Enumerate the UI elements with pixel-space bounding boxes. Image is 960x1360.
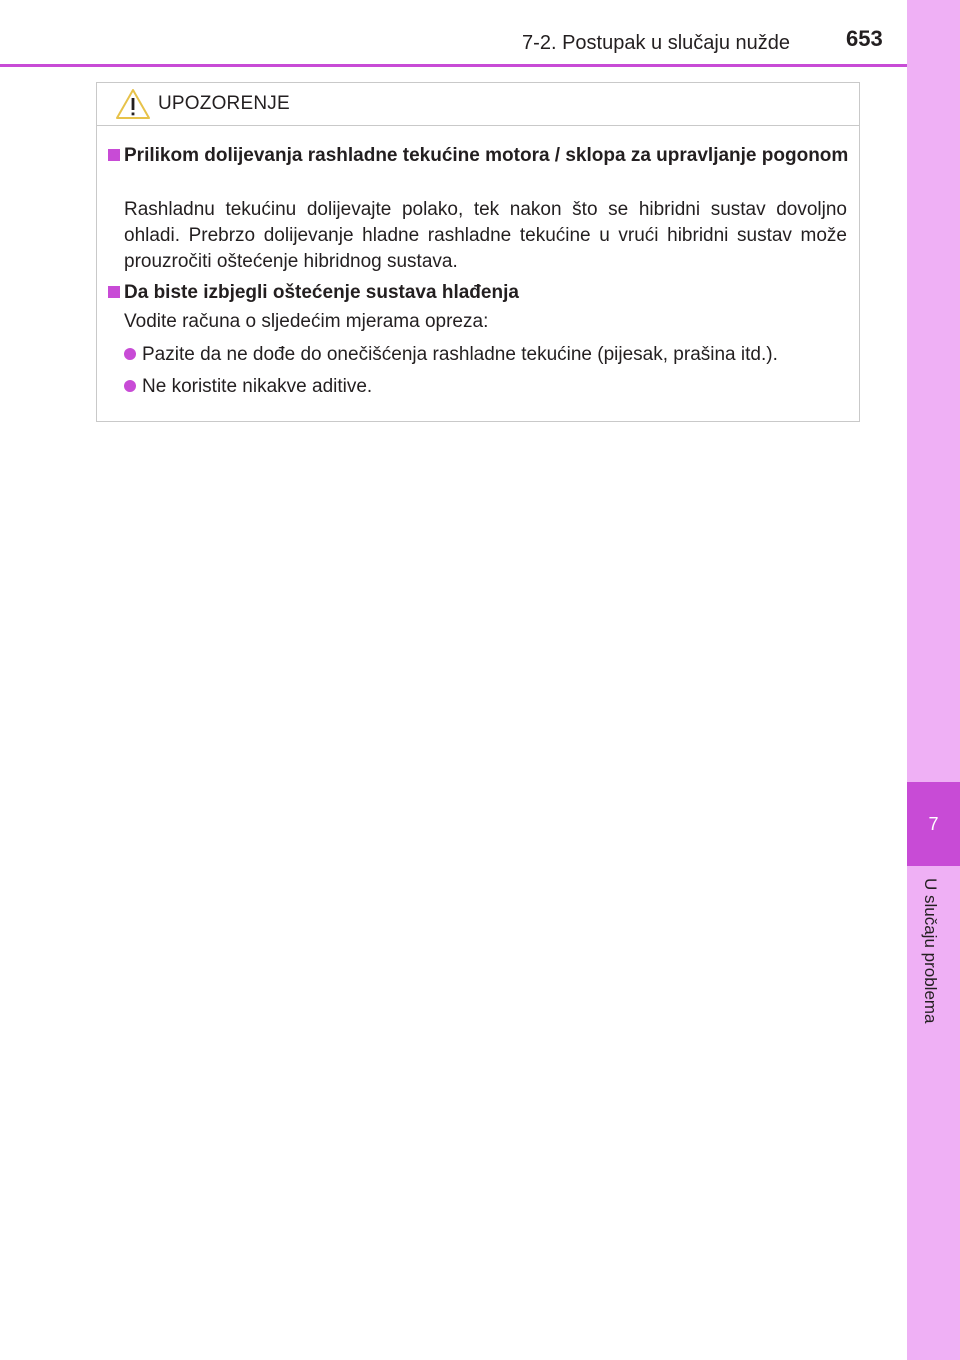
section-title: 7-2. Postupak u slučaju nužde [522, 32, 790, 54]
warning-triangle-icon [115, 88, 151, 120]
side-chapter-title: U slučaju problema [921, 878, 940, 1024]
list-item-text: Ne koristite nikakve aditive. [142, 376, 373, 397]
list-item [124, 374, 372, 400]
side-chapter-number: 7 [907, 782, 960, 866]
warning-item-heading [104, 143, 852, 168]
warning-item-heading-text: Da biste izbjegli oštećenje sustava hlađenja [124, 282, 519, 303]
warning-label: UPOZORENJE [158, 93, 290, 114]
circle-bullet-icon [124, 348, 136, 360]
square-bullet-icon [108, 286, 120, 298]
warning-item-text: Vodite računa o sljedećim mjerama opreza: [124, 311, 489, 332]
side-tab [907, 0, 960, 1360]
list-item-text: Pazite da ne dođe do onečišćenja rashladne tekućine (pijesak, prašina itd.). [142, 344, 778, 365]
warning-header [97, 83, 859, 126]
warning-box [96, 82, 860, 422]
circle-bullet-icon [124, 380, 136, 392]
header-rule [0, 64, 907, 67]
page-number: 653 [846, 26, 883, 51]
warning-item-heading-text: Prilikom dolijevanja rashladne tekućine motora / sklopa za upravljanje pogonom [124, 145, 849, 166]
square-bullet-icon [108, 149, 120, 161]
list-item [124, 342, 778, 368]
warning-item-heading [104, 280, 852, 305]
warning-item-text: Rashladnu tekućinu dolijevajte polako, tek nakon što se hibridni sustav dovoljno ohladi. Prebrzo dolijevanje hladne rashladne tekućine u vrući hibridni sustav može prouzročiti oštećenje hibridnog sustava. [124, 199, 847, 272]
